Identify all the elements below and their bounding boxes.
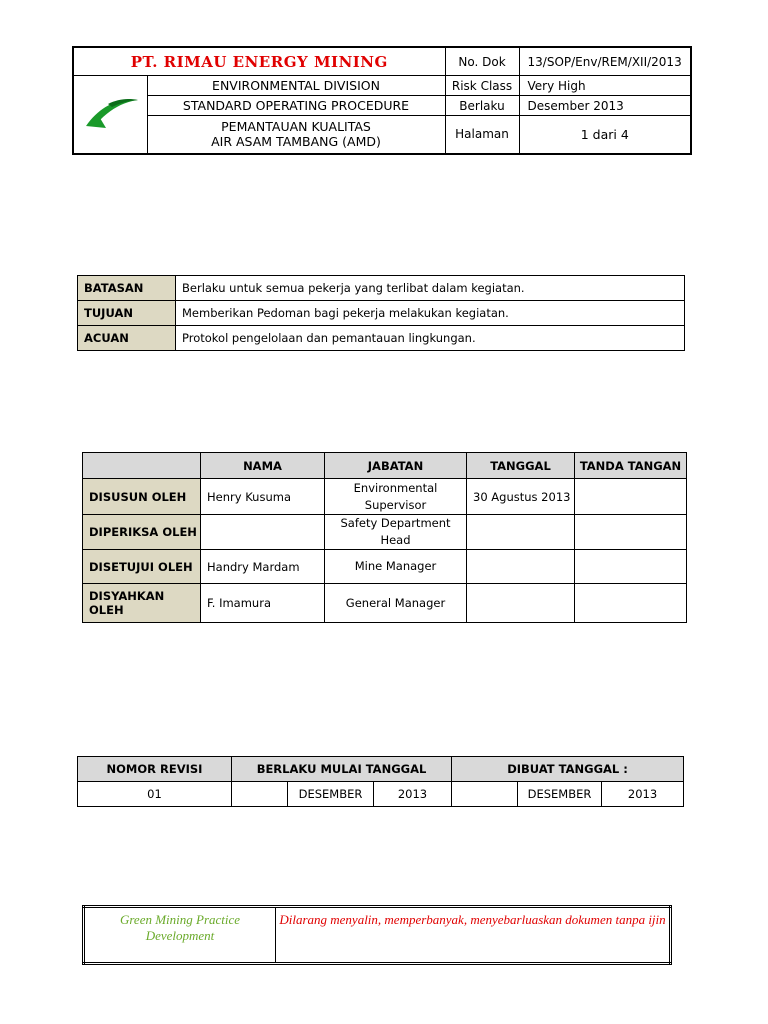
meta-label-effective: Berlaku xyxy=(445,96,519,116)
meta-label-risk-class: Risk Class xyxy=(445,76,519,96)
revision-number: 01 xyxy=(78,782,232,807)
footer-copyright-notice: Dilarang menyalin, memperbanyak, menyebarluaskan dokumen tanpa ijin xyxy=(276,907,671,964)
approval-row xyxy=(83,479,687,515)
document-type: STANDARD OPERATING PROCEDURE xyxy=(147,96,445,116)
logo-cell xyxy=(73,76,147,154)
approval-position xyxy=(325,479,467,515)
approval-name: Henry Kusuma xyxy=(201,479,325,515)
meta-label-page: Halaman xyxy=(445,116,519,154)
document-header xyxy=(72,46,692,155)
approval-position xyxy=(325,515,467,550)
effective-day xyxy=(232,782,288,807)
scope-label-batasan: BATASAN xyxy=(78,276,176,301)
scope-row xyxy=(78,301,685,326)
approval-position-line2: Supervisor xyxy=(364,497,427,512)
created-year: 2013 xyxy=(602,782,684,807)
approval-row-label: DISUSUN OLEH xyxy=(83,479,201,515)
approval-header-name: NAMA xyxy=(201,453,325,479)
revision-value-row xyxy=(78,782,684,807)
meta-label-doc-no: No. Dok xyxy=(445,47,519,76)
approval-name: F. Imamura xyxy=(201,584,325,623)
created-day xyxy=(452,782,518,807)
scope-label-acuan: ACUAN xyxy=(78,326,176,351)
scope-row xyxy=(78,326,685,351)
meta-value-effective: Desember 2013 xyxy=(519,96,691,116)
approval-position xyxy=(325,550,467,584)
approval-header-date: TANGGAL xyxy=(467,453,575,479)
approval-name xyxy=(201,515,325,550)
revision-table xyxy=(77,756,684,807)
approval-row-label: DISYAHKAN OLEH xyxy=(83,584,201,623)
approval-date xyxy=(467,515,575,550)
approval-header-blank xyxy=(83,453,201,479)
approval-position xyxy=(325,584,467,623)
effective-year: 2013 xyxy=(374,782,452,807)
approval-date xyxy=(467,584,575,623)
approval-date: 30 Agustus 2013 xyxy=(467,479,575,515)
scope-text-acuan: Protokol pengelolaan dan pemantauan lingkungan. xyxy=(176,326,685,351)
approval-position-line1: Safety Department xyxy=(340,516,451,530)
approval-position-line1: Mine Manager xyxy=(354,559,437,573)
meta-value-page: 1 dari 4 xyxy=(519,116,691,154)
division-name: ENVIRONMENTAL DIVISION xyxy=(147,76,445,96)
revision-header-row xyxy=(78,757,684,782)
revision-header-number: NOMOR REVISI xyxy=(78,757,232,782)
signature-field[interactable] xyxy=(575,584,687,623)
scope-table xyxy=(77,275,685,351)
revision-header-created: DIBUAT TANGGAL : xyxy=(452,757,684,782)
approval-date xyxy=(467,550,575,584)
signature-field[interactable] xyxy=(575,479,687,515)
revision-header-effective: BERLAKU MULAI TANGGAL xyxy=(232,757,452,782)
signature-field[interactable] xyxy=(575,515,687,550)
meta-value-doc-no: 13/SOP/Env/REM/XII/2013 xyxy=(519,47,691,76)
approval-row-label: DISETUJUI OLEH xyxy=(83,550,201,584)
approval-row xyxy=(83,584,687,623)
document-title xyxy=(147,116,445,154)
scope-text-tujuan: Memberikan Pedoman bagi pekerja melakukan kegiatan. xyxy=(176,301,685,326)
created-month: DESEMBER xyxy=(518,782,602,807)
approval-position-line2: Head xyxy=(380,533,411,547)
document-title-line2: AIR ASAM TAMBANG (AMD) xyxy=(211,134,381,150)
approval-name: Handry Mardam xyxy=(201,550,325,584)
green-swoosh-logo-icon xyxy=(78,88,142,138)
footer-box xyxy=(82,905,672,965)
approval-row xyxy=(83,515,687,550)
approval-row xyxy=(83,550,687,584)
footer-slogan: Green Mining Practice Development xyxy=(84,907,276,964)
signature-field[interactable] xyxy=(575,550,687,584)
meta-value-risk-class: Very High xyxy=(519,76,691,96)
approval-header-signature: TANDA TANGAN xyxy=(575,453,687,479)
approval-table xyxy=(82,452,687,623)
approval-row-label: DIPERIKSA OLEH xyxy=(83,515,201,550)
approval-header-row xyxy=(83,453,687,479)
scope-label-tujuan: TUJUAN xyxy=(78,301,176,326)
document-title-line1: PEMANTAUAN KUALITAS xyxy=(221,119,371,135)
approval-header-position: JABATAN xyxy=(325,453,467,479)
scope-text-batasan: Berlaku untuk semua pekerja yang terlibat dalam kegiatan. xyxy=(176,276,685,301)
approval-position-line1: Environmental xyxy=(353,480,438,495)
effective-month: DESEMBER xyxy=(288,782,374,807)
approval-position-line1: General Manager xyxy=(345,595,446,610)
scope-row xyxy=(78,276,685,301)
company-name: PT. RIMAU ENERGY MINING xyxy=(73,47,445,76)
